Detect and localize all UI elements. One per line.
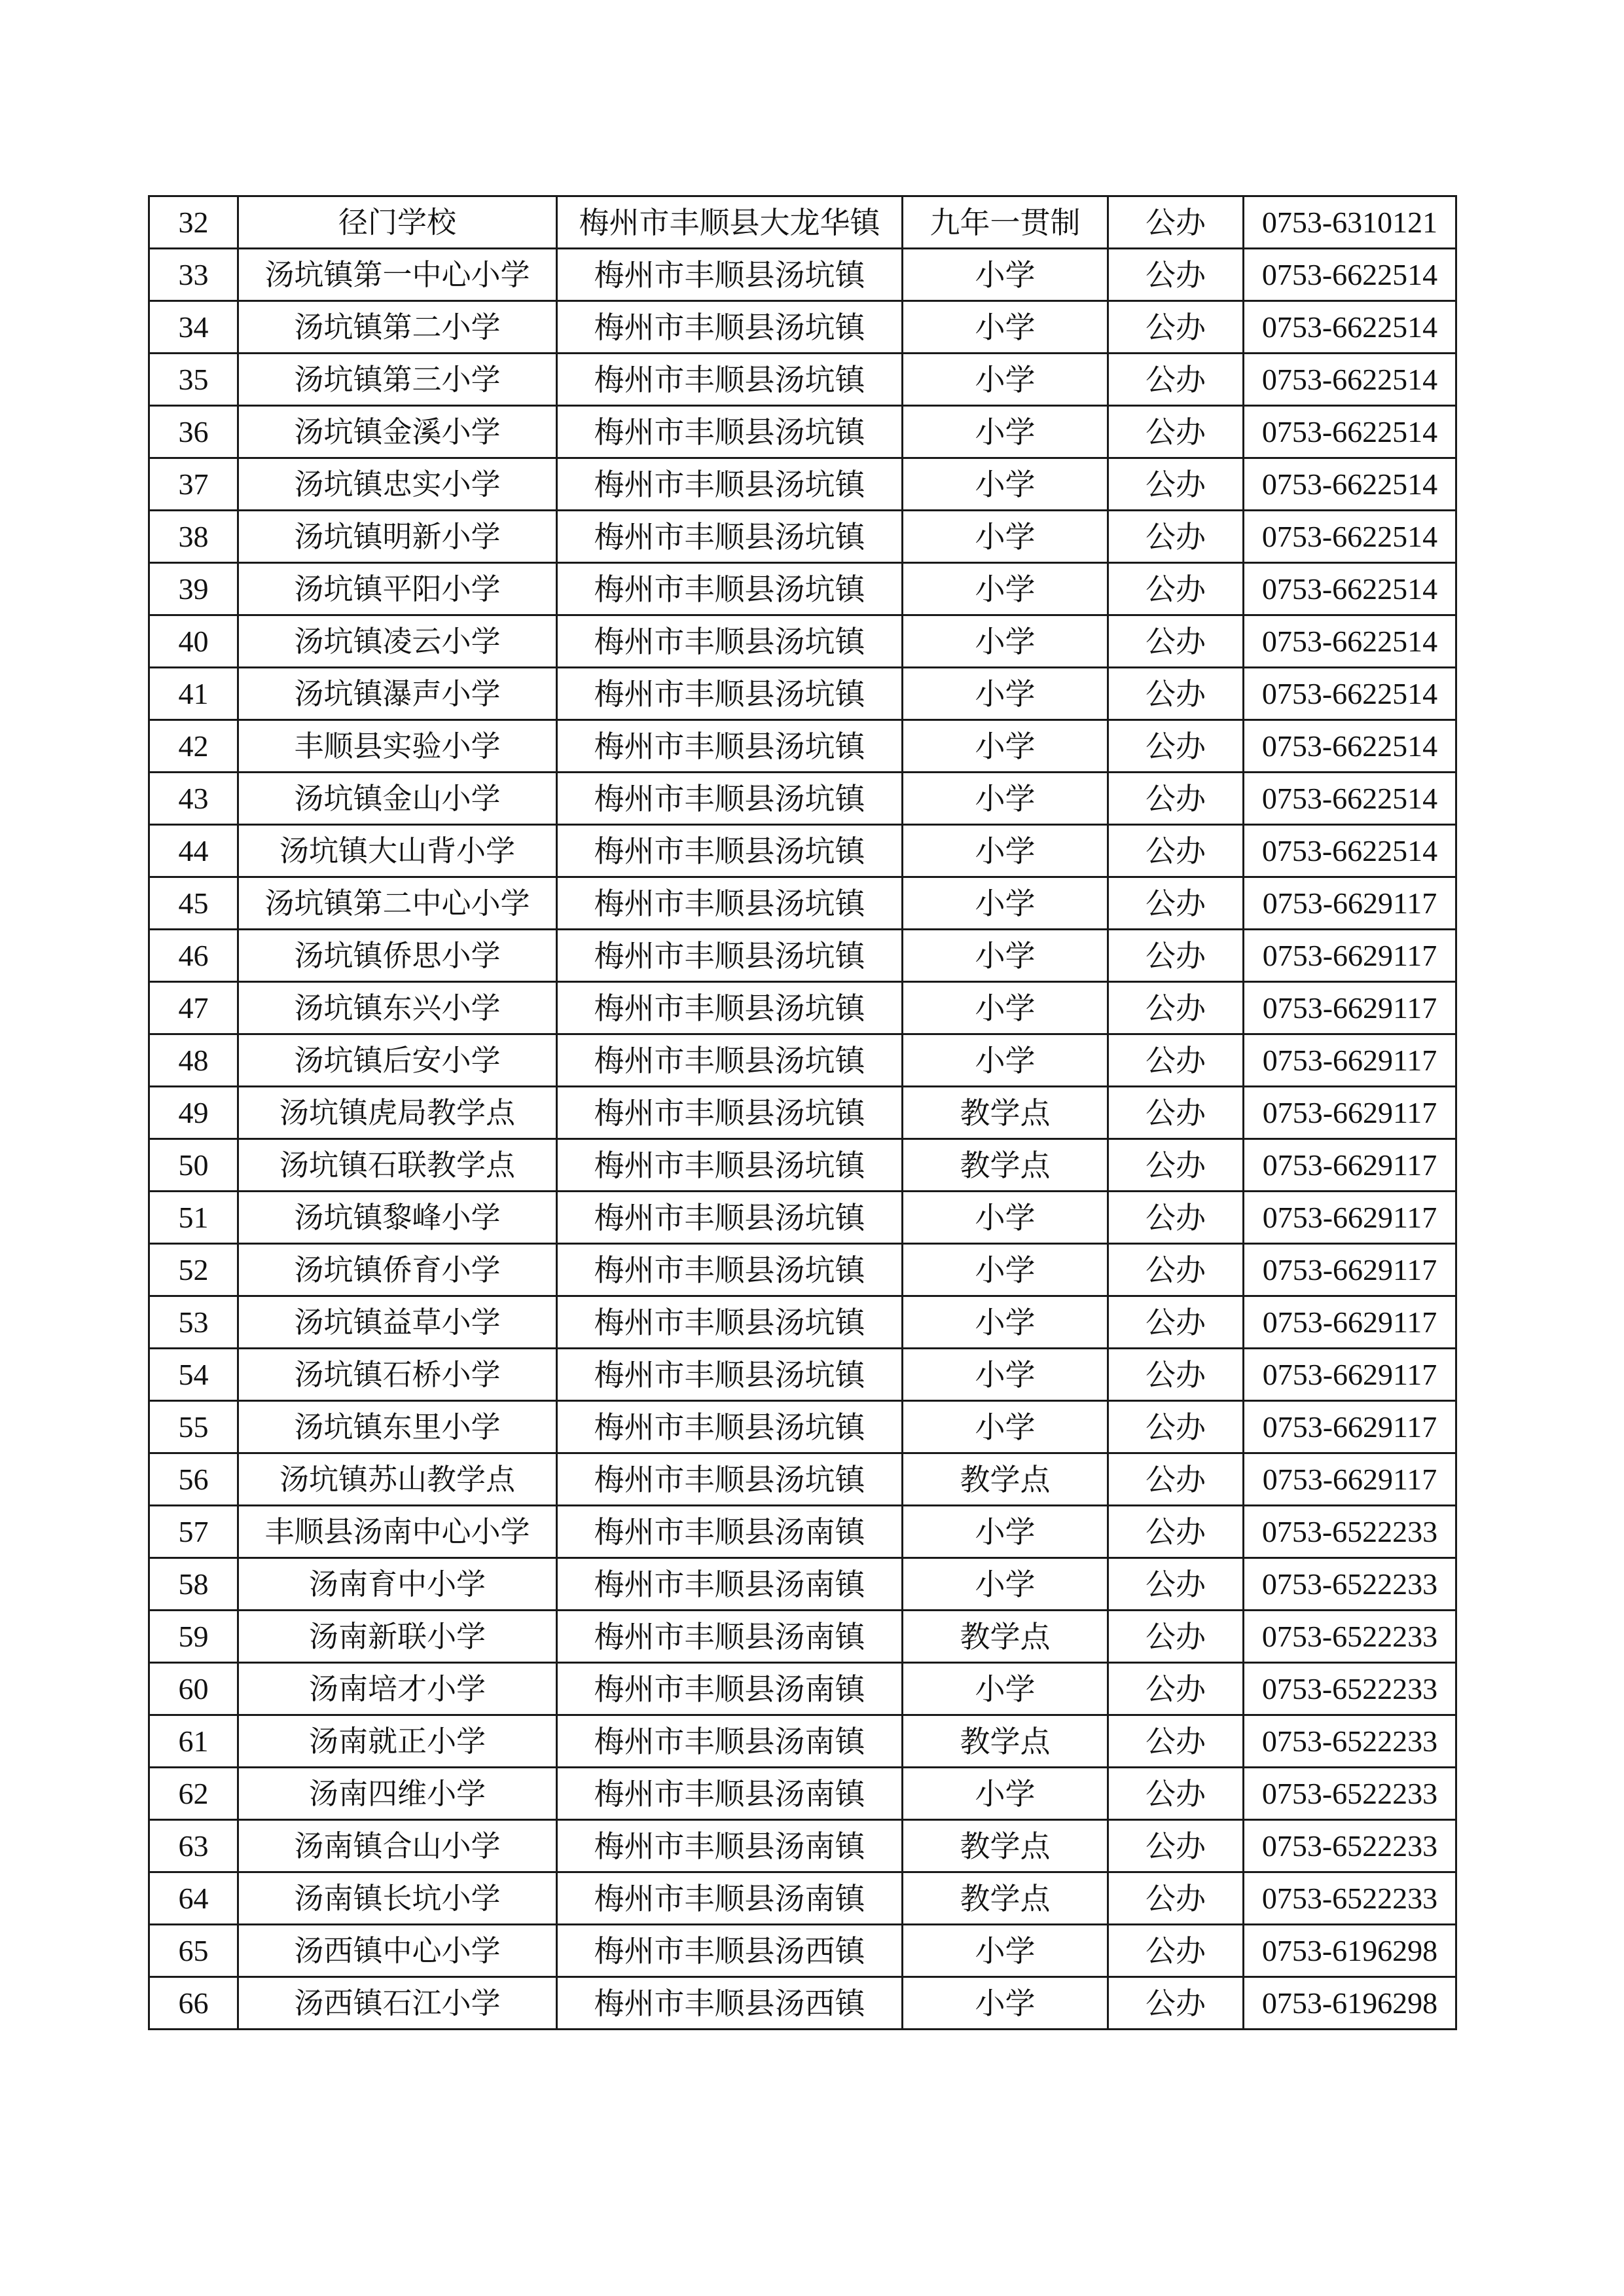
address-cell: 梅州市丰顺县汤坑镇 bbox=[557, 615, 903, 668]
school-name-cell: 汤坑镇明新小学 bbox=[238, 511, 557, 563]
school-type-cell: 小学 bbox=[903, 1296, 1108, 1349]
row-number-cell: 46 bbox=[149, 930, 238, 982]
school-name-cell: 汤坑镇石桥小学 bbox=[238, 1349, 557, 1401]
address-cell: 梅州市丰顺县汤西镇 bbox=[557, 1925, 903, 1977]
table-row bbox=[149, 1872, 1456, 1925]
table-row bbox=[149, 1087, 1456, 1139]
school-name-cell: 汤西镇石江小学 bbox=[238, 1977, 557, 2030]
school-type-cell: 小学 bbox=[903, 249, 1108, 301]
school-name-cell: 汤南育中小学 bbox=[238, 1558, 557, 1611]
school-nature-cell: 公办 bbox=[1108, 1192, 1244, 1244]
school-type-cell: 小学 bbox=[903, 458, 1108, 511]
school-name-cell: 汤坑镇苏山教学点 bbox=[238, 1453, 557, 1506]
phone-cell: 0753-6522233 bbox=[1244, 1872, 1456, 1925]
address-cell: 梅州市丰顺县大龙华镇 bbox=[557, 196, 903, 249]
school-nature-cell: 公办 bbox=[1108, 930, 1244, 982]
row-number-cell: 34 bbox=[149, 301, 238, 354]
school-nature-cell: 公办 bbox=[1108, 1977, 1244, 2030]
phone-cell: 0753-6629117 bbox=[1244, 1034, 1456, 1087]
address-cell: 梅州市丰顺县汤坑镇 bbox=[557, 1453, 903, 1506]
school-type-cell: 小学 bbox=[903, 1349, 1108, 1401]
address-cell: 梅州市丰顺县汤坑镇 bbox=[557, 406, 903, 458]
school-type-cell: 小学 bbox=[903, 1925, 1108, 1977]
phone-cell: 0753-6629117 bbox=[1244, 982, 1456, 1034]
school-nature-cell: 公办 bbox=[1108, 1663, 1244, 1715]
address-cell: 梅州市丰顺县汤坑镇 bbox=[557, 982, 903, 1034]
phone-cell: 0753-6629117 bbox=[1244, 1401, 1456, 1453]
row-number-cell: 39 bbox=[149, 563, 238, 615]
school-name-cell: 汤坑镇金山小学 bbox=[238, 773, 557, 825]
school-name-cell: 径门学校 bbox=[238, 196, 557, 249]
school-type-cell: 小学 bbox=[903, 301, 1108, 354]
school-nature-cell: 公办 bbox=[1108, 354, 1244, 406]
phone-cell: 0753-6622514 bbox=[1244, 458, 1456, 511]
school-nature-cell: 公办 bbox=[1108, 1872, 1244, 1925]
phone-cell: 0753-6522233 bbox=[1244, 1768, 1456, 1820]
address-cell: 梅州市丰顺县汤坑镇 bbox=[557, 1244, 903, 1296]
school-name-cell: 汤南四维小学 bbox=[238, 1768, 557, 1820]
row-number-cell: 66 bbox=[149, 1977, 238, 2030]
table-row bbox=[149, 1558, 1456, 1611]
row-number-cell: 61 bbox=[149, 1715, 238, 1768]
table-row bbox=[149, 1820, 1456, 1872]
table-row bbox=[149, 458, 1456, 511]
address-cell: 梅州市丰顺县汤坑镇 bbox=[557, 354, 903, 406]
table-row bbox=[149, 301, 1456, 354]
school-name-cell: 汤坑镇东里小学 bbox=[238, 1401, 557, 1453]
address-cell: 梅州市丰顺县汤坑镇 bbox=[557, 301, 903, 354]
row-number-cell: 58 bbox=[149, 1558, 238, 1611]
school-name-cell: 汤南培才小学 bbox=[238, 1663, 557, 1715]
school-nature-cell: 公办 bbox=[1108, 877, 1244, 930]
row-number-cell: 38 bbox=[149, 511, 238, 563]
table-row bbox=[149, 1925, 1456, 1977]
table-row bbox=[149, 1296, 1456, 1349]
phone-cell: 0753-6629117 bbox=[1244, 1453, 1456, 1506]
school-nature-cell: 公办 bbox=[1108, 301, 1244, 354]
phone-cell: 0753-6629117 bbox=[1244, 1139, 1456, 1192]
address-cell: 梅州市丰顺县汤坑镇 bbox=[557, 458, 903, 511]
table-row bbox=[149, 196, 1456, 249]
school-type-cell: 小学 bbox=[903, 406, 1108, 458]
school-name-cell: 汤坑镇东兴小学 bbox=[238, 982, 557, 1034]
phone-cell: 0753-6522233 bbox=[1244, 1611, 1456, 1663]
row-number-cell: 40 bbox=[149, 615, 238, 668]
school-nature-cell: 公办 bbox=[1108, 773, 1244, 825]
row-number-cell: 63 bbox=[149, 1820, 238, 1872]
school-nature-cell: 公办 bbox=[1108, 1244, 1244, 1296]
address-cell: 梅州市丰顺县汤坑镇 bbox=[557, 1034, 903, 1087]
table-row bbox=[149, 563, 1456, 615]
table-row bbox=[149, 1139, 1456, 1192]
school-name-cell: 汤坑镇侨育小学 bbox=[238, 1244, 557, 1296]
school-name-cell: 汤坑镇益草小学 bbox=[238, 1296, 557, 1349]
phone-cell: 0753-6629117 bbox=[1244, 1349, 1456, 1401]
table-row bbox=[149, 1349, 1456, 1401]
school-nature-cell: 公办 bbox=[1108, 1768, 1244, 1820]
school-type-cell: 小学 bbox=[903, 825, 1108, 877]
row-number-cell: 59 bbox=[149, 1611, 238, 1663]
row-number-cell: 49 bbox=[149, 1087, 238, 1139]
phone-cell: 0753-6629117 bbox=[1244, 1244, 1456, 1296]
row-number-cell: 64 bbox=[149, 1872, 238, 1925]
address-cell: 梅州市丰顺县汤南镇 bbox=[557, 1506, 903, 1558]
school-type-cell: 小学 bbox=[903, 1558, 1108, 1611]
row-number-cell: 42 bbox=[149, 720, 238, 773]
address-cell: 梅州市丰顺县汤坑镇 bbox=[557, 773, 903, 825]
phone-cell: 0753-6629117 bbox=[1244, 1087, 1456, 1139]
school-name-cell: 汤坑镇侨思小学 bbox=[238, 930, 557, 982]
school-nature-cell: 公办 bbox=[1108, 825, 1244, 877]
school-type-cell: 教学点 bbox=[903, 1611, 1108, 1663]
school-name-cell: 丰顺县实验小学 bbox=[238, 720, 557, 773]
row-number-cell: 36 bbox=[149, 406, 238, 458]
school-nature-cell: 公办 bbox=[1108, 458, 1244, 511]
school-name-cell: 汤坑镇凌云小学 bbox=[238, 615, 557, 668]
school-name-cell: 汤西镇中心小学 bbox=[238, 1925, 557, 1977]
school-type-cell: 小学 bbox=[903, 511, 1108, 563]
school-name-cell: 汤坑镇第二小学 bbox=[238, 301, 557, 354]
table-row bbox=[149, 249, 1456, 301]
phone-cell: 0753-6622514 bbox=[1244, 301, 1456, 354]
row-number-cell: 57 bbox=[149, 1506, 238, 1558]
phone-cell: 0753-6622514 bbox=[1244, 354, 1456, 406]
row-number-cell: 51 bbox=[149, 1192, 238, 1244]
school-name-cell: 汤南镇合山小学 bbox=[238, 1820, 557, 1872]
school-nature-cell: 公办 bbox=[1108, 1558, 1244, 1611]
school-name-cell: 汤坑镇忠实小学 bbox=[238, 458, 557, 511]
school-type-cell: 小学 bbox=[903, 720, 1108, 773]
table-body bbox=[149, 196, 1456, 2030]
table-row bbox=[149, 354, 1456, 406]
school-name-cell: 汤坑镇黎峰小学 bbox=[238, 1192, 557, 1244]
school-name-cell: 汤坑镇石联教学点 bbox=[238, 1139, 557, 1192]
school-type-cell: 九年一贯制 bbox=[903, 196, 1108, 249]
school-type-cell: 小学 bbox=[903, 1192, 1108, 1244]
school-type-cell: 教学点 bbox=[903, 1139, 1108, 1192]
row-number-cell: 65 bbox=[149, 1925, 238, 1977]
phone-cell: 0753-6522233 bbox=[1244, 1663, 1456, 1715]
address-cell: 梅州市丰顺县汤南镇 bbox=[557, 1663, 903, 1715]
phone-cell: 0753-6622514 bbox=[1244, 668, 1456, 720]
row-number-cell: 47 bbox=[149, 982, 238, 1034]
phone-cell: 0753-6629117 bbox=[1244, 1192, 1456, 1244]
row-number-cell: 37 bbox=[149, 458, 238, 511]
row-number-cell: 62 bbox=[149, 1768, 238, 1820]
school-nature-cell: 公办 bbox=[1108, 1453, 1244, 1506]
school-list-table bbox=[148, 195, 1457, 2030]
school-nature-cell: 公办 bbox=[1108, 1296, 1244, 1349]
table-row bbox=[149, 720, 1456, 773]
school-type-cell: 小学 bbox=[903, 1506, 1108, 1558]
table-row bbox=[149, 773, 1456, 825]
school-nature-cell: 公办 bbox=[1108, 1349, 1244, 1401]
row-number-cell: 54 bbox=[149, 1349, 238, 1401]
school-type-cell: 教学点 bbox=[903, 1715, 1108, 1768]
school-nature-cell: 公办 bbox=[1108, 249, 1244, 301]
phone-cell: 0753-6622514 bbox=[1244, 511, 1456, 563]
table-row bbox=[149, 825, 1456, 877]
school-type-cell: 小学 bbox=[903, 982, 1108, 1034]
address-cell: 梅州市丰顺县汤坑镇 bbox=[557, 877, 903, 930]
address-cell: 梅州市丰顺县汤南镇 bbox=[557, 1715, 903, 1768]
table-row bbox=[149, 406, 1456, 458]
table-row bbox=[149, 668, 1456, 720]
phone-cell: 0753-6196298 bbox=[1244, 1977, 1456, 2030]
school-name-cell: 汤坑镇大山背小学 bbox=[238, 825, 557, 877]
row-number-cell: 56 bbox=[149, 1453, 238, 1506]
row-number-cell: 33 bbox=[149, 249, 238, 301]
address-cell: 梅州市丰顺县汤南镇 bbox=[557, 1611, 903, 1663]
school-name-cell: 汤坑镇瀑声小学 bbox=[238, 668, 557, 720]
address-cell: 梅州市丰顺县汤坑镇 bbox=[557, 1192, 903, 1244]
school-nature-cell: 公办 bbox=[1108, 1925, 1244, 1977]
row-number-cell: 44 bbox=[149, 825, 238, 877]
phone-cell: 0753-6622514 bbox=[1244, 615, 1456, 668]
table-row bbox=[149, 930, 1456, 982]
school-nature-cell: 公办 bbox=[1108, 1820, 1244, 1872]
table-row bbox=[149, 1611, 1456, 1663]
school-nature-cell: 公办 bbox=[1108, 511, 1244, 563]
phone-cell: 0753-6522233 bbox=[1244, 1558, 1456, 1611]
school-type-cell: 小学 bbox=[903, 668, 1108, 720]
phone-cell: 0753-6622514 bbox=[1244, 720, 1456, 773]
table-row bbox=[149, 1034, 1456, 1087]
row-number-cell: 55 bbox=[149, 1401, 238, 1453]
table-row bbox=[149, 877, 1456, 930]
address-cell: 梅州市丰顺县汤坑镇 bbox=[557, 511, 903, 563]
school-nature-cell: 公办 bbox=[1108, 1401, 1244, 1453]
school-type-cell: 教学点 bbox=[903, 1820, 1108, 1872]
school-name-cell: 汤坑镇第三小学 bbox=[238, 354, 557, 406]
row-number-cell: 41 bbox=[149, 668, 238, 720]
table-row bbox=[149, 1663, 1456, 1715]
phone-cell: 0753-6522233 bbox=[1244, 1715, 1456, 1768]
phone-cell: 0753-6622514 bbox=[1244, 406, 1456, 458]
school-type-cell: 小学 bbox=[903, 877, 1108, 930]
phone-cell: 0753-6196298 bbox=[1244, 1925, 1456, 1977]
address-cell: 梅州市丰顺县汤南镇 bbox=[557, 1872, 903, 1925]
address-cell: 梅州市丰顺县汤坑镇 bbox=[557, 563, 903, 615]
table-row bbox=[149, 1715, 1456, 1768]
row-number-cell: 53 bbox=[149, 1296, 238, 1349]
phone-cell: 0753-6629117 bbox=[1244, 1296, 1456, 1349]
address-cell: 梅州市丰顺县汤南镇 bbox=[557, 1820, 903, 1872]
school-name-cell: 汤坑镇第二中心小学 bbox=[238, 877, 557, 930]
school-type-cell: 小学 bbox=[903, 1401, 1108, 1453]
row-number-cell: 50 bbox=[149, 1139, 238, 1192]
table-row bbox=[149, 615, 1456, 668]
table-row bbox=[149, 1244, 1456, 1296]
school-nature-cell: 公办 bbox=[1108, 406, 1244, 458]
table-row bbox=[149, 1506, 1456, 1558]
row-number-cell: 45 bbox=[149, 877, 238, 930]
school-nature-cell: 公办 bbox=[1108, 720, 1244, 773]
table-row bbox=[149, 982, 1456, 1034]
school-name-cell: 汤坑镇第一中心小学 bbox=[238, 249, 557, 301]
address-cell: 梅州市丰顺县汤南镇 bbox=[557, 1558, 903, 1611]
address-cell: 梅州市丰顺县汤坑镇 bbox=[557, 1349, 903, 1401]
school-nature-cell: 公办 bbox=[1108, 1715, 1244, 1768]
school-type-cell: 教学点 bbox=[903, 1087, 1108, 1139]
table-row bbox=[149, 1977, 1456, 2030]
school-nature-cell: 公办 bbox=[1108, 1506, 1244, 1558]
table-row bbox=[149, 1401, 1456, 1453]
row-number-cell: 32 bbox=[149, 196, 238, 249]
school-name-cell: 丰顺县汤南中心小学 bbox=[238, 1506, 557, 1558]
address-cell: 梅州市丰顺县汤坑镇 bbox=[557, 1401, 903, 1453]
school-type-cell: 小学 bbox=[903, 1977, 1108, 2030]
school-type-cell: 小学 bbox=[903, 1663, 1108, 1715]
row-number-cell: 60 bbox=[149, 1663, 238, 1715]
phone-cell: 0753-6522233 bbox=[1244, 1506, 1456, 1558]
school-nature-cell: 公办 bbox=[1108, 563, 1244, 615]
school-name-cell: 汤坑镇平阳小学 bbox=[238, 563, 557, 615]
school-type-cell: 小学 bbox=[903, 1244, 1108, 1296]
address-cell: 梅州市丰顺县汤坑镇 bbox=[557, 825, 903, 877]
school-nature-cell: 公办 bbox=[1108, 1139, 1244, 1192]
school-type-cell: 小学 bbox=[903, 615, 1108, 668]
row-number-cell: 52 bbox=[149, 1244, 238, 1296]
phone-cell: 0753-6629117 bbox=[1244, 930, 1456, 982]
school-name-cell: 汤南就正小学 bbox=[238, 1715, 557, 1768]
address-cell: 梅州市丰顺县汤南镇 bbox=[557, 1768, 903, 1820]
school-nature-cell: 公办 bbox=[1108, 668, 1244, 720]
school-nature-cell: 公办 bbox=[1108, 1611, 1244, 1663]
address-cell: 梅州市丰顺县汤西镇 bbox=[557, 1977, 903, 2030]
school-name-cell: 汤坑镇后安小学 bbox=[238, 1034, 557, 1087]
address-cell: 梅州市丰顺县汤坑镇 bbox=[557, 668, 903, 720]
school-type-cell: 小学 bbox=[903, 563, 1108, 615]
table-row bbox=[149, 511, 1456, 563]
phone-cell: 0753-6622514 bbox=[1244, 249, 1456, 301]
school-nature-cell: 公办 bbox=[1108, 615, 1244, 668]
table-row bbox=[149, 1768, 1456, 1820]
school-type-cell: 小学 bbox=[903, 1768, 1108, 1820]
school-nature-cell: 公办 bbox=[1108, 1087, 1244, 1139]
school-name-cell: 汤南镇长坑小学 bbox=[238, 1872, 557, 1925]
phone-cell: 0753-6622514 bbox=[1244, 825, 1456, 877]
school-nature-cell: 公办 bbox=[1108, 196, 1244, 249]
table-row bbox=[149, 1453, 1456, 1506]
school-nature-cell: 公办 bbox=[1108, 982, 1244, 1034]
school-type-cell: 小学 bbox=[903, 930, 1108, 982]
phone-cell: 0753-6622514 bbox=[1244, 563, 1456, 615]
address-cell: 梅州市丰顺县汤坑镇 bbox=[557, 249, 903, 301]
school-type-cell: 小学 bbox=[903, 1034, 1108, 1087]
school-name-cell: 汤南新联小学 bbox=[238, 1611, 557, 1663]
phone-cell: 0753-6629117 bbox=[1244, 877, 1456, 930]
phone-cell: 0753-6310121 bbox=[1244, 196, 1456, 249]
address-cell: 梅州市丰顺县汤坑镇 bbox=[557, 1087, 903, 1139]
row-number-cell: 48 bbox=[149, 1034, 238, 1087]
address-cell: 梅州市丰顺县汤坑镇 bbox=[557, 930, 903, 982]
phone-cell: 0753-6622514 bbox=[1244, 773, 1456, 825]
address-cell: 梅州市丰顺县汤坑镇 bbox=[557, 1296, 903, 1349]
phone-cell: 0753-6522233 bbox=[1244, 1820, 1456, 1872]
school-name-cell: 汤坑镇虎局教学点 bbox=[238, 1087, 557, 1139]
school-type-cell: 小学 bbox=[903, 773, 1108, 825]
school-name-cell: 汤坑镇金溪小学 bbox=[238, 406, 557, 458]
address-cell: 梅州市丰顺县汤坑镇 bbox=[557, 720, 903, 773]
row-number-cell: 43 bbox=[149, 773, 238, 825]
table-row bbox=[149, 1192, 1456, 1244]
school-type-cell: 小学 bbox=[903, 354, 1108, 406]
school-type-cell: 教学点 bbox=[903, 1872, 1108, 1925]
row-number-cell: 35 bbox=[149, 354, 238, 406]
school-nature-cell: 公办 bbox=[1108, 1034, 1244, 1087]
address-cell: 梅州市丰顺县汤坑镇 bbox=[557, 1139, 903, 1192]
school-type-cell: 教学点 bbox=[903, 1453, 1108, 1506]
